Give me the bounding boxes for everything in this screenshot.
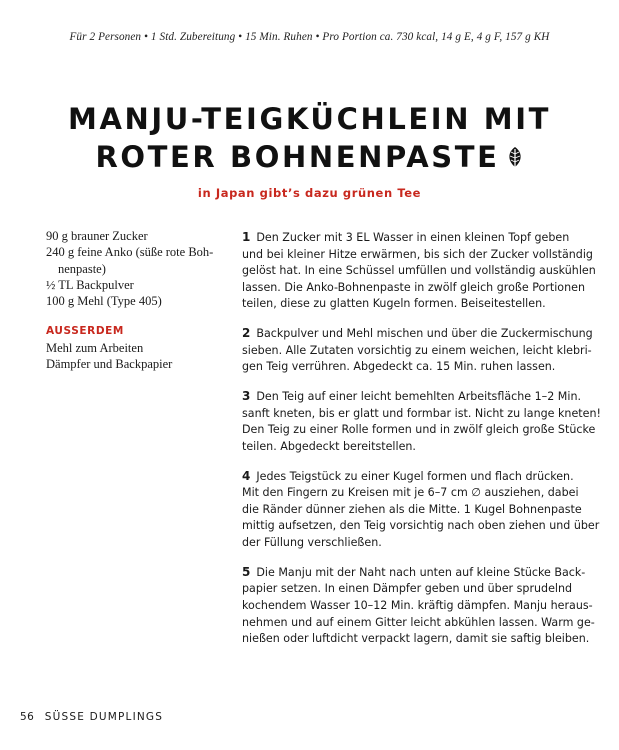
recipe-subtitle: in Japan gibt’s dazu grünen Tee xyxy=(197,186,422,200)
step-line: gelöst hat. In eine Schüssel umfüllen und vollständig auskühlen xyxy=(242,264,596,278)
step-number: 5 xyxy=(242,564,251,579)
step-line: Mit den Fingern zu Kreisen mit je 6–7 cm ∅ ausziehen, dabei xyxy=(242,486,579,500)
step-line: 3 Den Teig auf einer leicht bemehlten Arbeitsfläche 1–2 Min. xyxy=(242,389,582,404)
recipe-title-line-2: ROTER BOHNENPASTE xyxy=(95,140,500,174)
step-line: teilen. Abgedeckt bereitstellen. xyxy=(242,439,416,453)
step-line: 4 Jedes Teigstück zu einer Kugel formen und flach drücken. xyxy=(242,468,574,483)
recipe-title-line-2-wrap xyxy=(0,138,619,176)
step-number: 4 xyxy=(242,468,251,483)
step-line: 1 Den Zucker mit 3 EL Wasser in einen kleinen Topf geben xyxy=(242,230,570,244)
step-line: 5 Die Manju mit der Naht nach unten auf kleine Stücke Back- xyxy=(242,564,586,579)
step-line: kochendem Wasser 10–12 Min. kräftig dämpfen. Manju heraus- xyxy=(242,599,593,613)
step-line: die Ränder dünner ziehen als die Mitte. 1 Kugel Bohnenpaste xyxy=(242,502,582,516)
step-line: mittig aufsetzen, den Teig vorsichtig nach oben ziehen und über xyxy=(242,519,600,533)
step-line: teilen, diese zu glatten Kugeln formen. Beiseitestellen. xyxy=(242,297,546,311)
step-line: lassen. Die Anko-Bohnenpaste in zwölf gleich große Portionen xyxy=(242,280,585,294)
step-line: sieben. Alle Zutaten vorsichtig zu einem weichen, leicht klebri- xyxy=(242,343,592,357)
preparation-steps xyxy=(242,229,601,660)
step-line: gen Teig verrühren. Abgedeckt ca. 15 Min. ruhen lassen. xyxy=(242,360,556,374)
step-number: 3 xyxy=(242,389,251,404)
ingredient-item: ½ TL Backpulver xyxy=(46,277,134,292)
page-number: 56 xyxy=(20,711,35,723)
step-1 xyxy=(242,229,596,313)
step-line: nießen oder luftdicht verpackt lagern, damit sie saftig bleiben. xyxy=(242,632,590,646)
ingredient-item: 100 g Mehl (Type 405) xyxy=(46,294,162,309)
ingredients-extra-heading: AUSSERDEM xyxy=(46,325,124,338)
ingredient-extra-item: Mehl zum Arbeiten xyxy=(46,340,144,355)
step-number: 2 xyxy=(242,326,251,341)
step-3 xyxy=(242,388,601,455)
ingredient-item: 240 g feine Anko (süße rote Boh- nenpaste) xyxy=(46,245,214,276)
step-line: sanft kneten, bis er glatt und formbar ist. Nicht zu lange kneten! xyxy=(242,406,601,420)
recipe-meta-line: Für 2 Personen • 1 Std. Zubereitung • 15 Min. Ruhen • Pro Portion ca. 730 kcal, 14 g E, 4 g F, 157 g KH xyxy=(69,31,550,43)
section-name: SÜSSE DUMPLINGS xyxy=(44,711,164,723)
step-line: und bei kleiner Hitze erwärmen, bis sich der Zucker vollständig xyxy=(242,247,593,261)
recipe-title xyxy=(0,100,619,176)
step-5 xyxy=(242,564,595,648)
step-line: nehmen und auf einem Gitter leicht abkühlen lassen. Warm ge- xyxy=(242,615,595,629)
step-line: Den Teig zu einer Rolle formen und in zwölf gleich große Stücke xyxy=(242,423,596,437)
recipe-title-line-1: MANJU-TEIGKÜCHLEIN MIT xyxy=(67,102,551,136)
ingredients-list xyxy=(46,228,226,372)
page-footer xyxy=(20,711,163,723)
leaf-icon xyxy=(506,141,524,165)
step-line: der Füllung verschließen. xyxy=(242,536,382,550)
step-number: 1 xyxy=(242,230,251,244)
ingredient-extra-item: Dämpfer und Backpapier xyxy=(46,357,173,372)
step-line: papier setzen. In einen Dämpfer geben und über sprudelnd xyxy=(242,582,573,596)
step-2 xyxy=(242,325,593,376)
step-line: 2 Backpulver und Mehl mischen und über die Zuckermischung xyxy=(242,326,593,341)
step-4 xyxy=(242,468,600,552)
ingredient-item: 90 g brauner Zucker xyxy=(46,229,148,243)
